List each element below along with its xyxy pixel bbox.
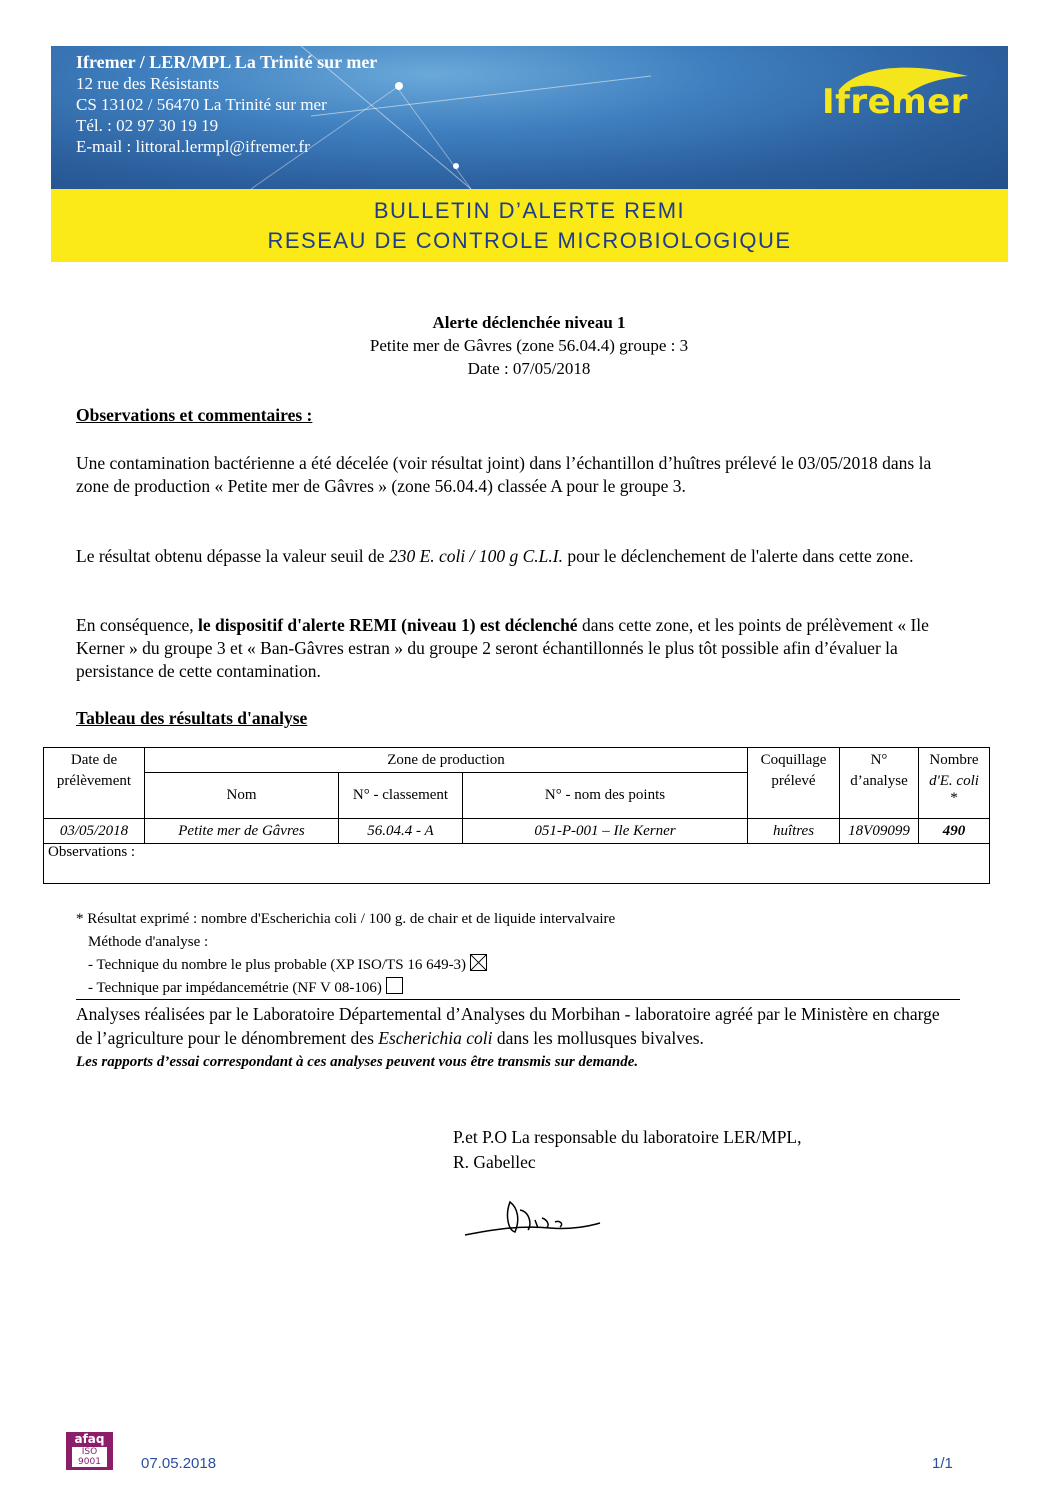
observations-paragraph-2 bbox=[76, 545, 960, 568]
method-2 bbox=[76, 977, 615, 1000]
analyses-block bbox=[76, 1002, 960, 1074]
handwritten-signature-icon bbox=[460, 1190, 610, 1250]
page-number: 1/1 bbox=[932, 1455, 953, 1472]
observations-heading bbox=[76, 404, 960, 427]
header-points: N° - nom des points bbox=[463, 773, 748, 819]
header-nombre: Nombre bbox=[919, 748, 990, 773]
email: E-mail : littoral.lermpl@ifremer.fr bbox=[76, 137, 310, 156]
signatory-name: R. Gabellec bbox=[453, 1152, 536, 1172]
header-analyse-2: d’analyse bbox=[840, 773, 919, 819]
header-analyse: N° bbox=[840, 748, 919, 773]
phone: Tél. : 02 97 30 19 19 bbox=[76, 116, 219, 135]
header-zone: Zone de production bbox=[145, 748, 748, 773]
text-run: - Technique par impédancemétrie (NF V 08-106) bbox=[88, 980, 382, 996]
text-run: dans les mollusques bivalves. bbox=[492, 1028, 704, 1048]
footer-date: 07.05.2018 bbox=[141, 1455, 217, 1472]
threshold-value: 230 E. coli / 100 g C.L.I. bbox=[388, 546, 563, 566]
alert-statement: le dispositif d'alerte REMI (niveau 1) est déclenché bbox=[197, 615, 578, 635]
alert-summary bbox=[0, 311, 1058, 380]
banner-title: BULLETIN D’ALERTE REMI bbox=[373, 198, 686, 223]
header-nombre-2 bbox=[919, 773, 990, 819]
banner-subtitle: RESEAU DE CONTROLE MICROBIOLOGIQUE bbox=[267, 228, 792, 253]
results-table bbox=[43, 747, 990, 884]
cell-coquillage: huîtres bbox=[748, 819, 840, 844]
header-date-2: prélèvement bbox=[44, 773, 145, 819]
alert-zone: Petite mer de Gâvres (zone 56.04.4) groupe : 3 bbox=[369, 336, 689, 355]
analyses-text bbox=[76, 1002, 960, 1050]
signatory-title: P.et P.O La responsable du laboratoire LER/MPL, bbox=[453, 1127, 802, 1147]
signatory-block bbox=[453, 1125, 802, 1175]
text-run: pour le déclenchement de l'alerte dans cette zone. bbox=[562, 546, 914, 566]
table-heading bbox=[76, 707, 960, 730]
cell-date: 03/05/2018 bbox=[44, 819, 145, 844]
divider bbox=[76, 999, 960, 1000]
reports-note: Les rapports d’essai correspondant à ces analyses peuvent vous être transmis sur demande. bbox=[76, 1054, 639, 1070]
method-1 bbox=[76, 954, 615, 977]
section-heading: Tableau des résultats d'analyse bbox=[76, 708, 308, 728]
method-label: Méthode d'analyse : bbox=[88, 934, 209, 950]
cell-nombre: 490 bbox=[919, 819, 990, 844]
text-run: d'E. coli bbox=[929, 772, 979, 789]
bulletin-banner bbox=[51, 189, 1008, 262]
text-run: * bbox=[950, 789, 958, 806]
header-nom: Nom bbox=[145, 773, 339, 819]
section-heading: Observations et commentaires : bbox=[76, 405, 313, 425]
alert-title: Alerte déclenchée niveau 1 bbox=[432, 313, 626, 332]
afaq-logo-icon: afaq ISO 9001 bbox=[66, 1432, 113, 1470]
cell-nom: Petite mer de Gâvres bbox=[145, 819, 339, 844]
checked-box-icon bbox=[470, 954, 487, 971]
header-classement: N° - classement bbox=[339, 773, 463, 819]
result-note: * Résultat exprimé : nombre d'Escherichia coli / 100 g. de chair et de liquide intervalvaire bbox=[76, 911, 616, 927]
header-coquillage-2: prélevé bbox=[748, 773, 840, 819]
address-line-2: CS 13102 / 56470 La Trinité sur mer bbox=[76, 95, 327, 114]
species-name: Escherichia coli bbox=[378, 1028, 493, 1048]
text-run: - Technique du nombre le plus probable (XP ISO/TS 16 649-3) bbox=[88, 957, 467, 973]
observations-paragraph-3 bbox=[76, 614, 960, 683]
header-date: Date de bbox=[44, 748, 145, 773]
cell-analyse: 18V09099 bbox=[840, 819, 919, 844]
cell-classement: 56.04.4 - A bbox=[339, 819, 463, 844]
org-name: Ifremer / LER/MPL La Trinité sur mer bbox=[76, 52, 378, 72]
text-run: Le résultat obtenu dépasse la valeur seuil de bbox=[76, 546, 389, 566]
empty-box-icon bbox=[386, 977, 403, 994]
address-line-1: 12 rue des Résistants bbox=[76, 74, 220, 93]
footnote bbox=[76, 908, 615, 1000]
observations-paragraph-1: Une contamination bactérienne a été décelée (voir résultat joint) dans l’échantillon d’huîtres prélevé le 03/05/2018 dans la zone de production « Petite mer de Gâvres » (zone 56.04.4) classée A pour le groupe 3. bbox=[76, 453, 932, 496]
observations-cell: Observations : bbox=[44, 844, 990, 884]
cell-point: 051-P-001 – Ile Kerner bbox=[463, 819, 748, 844]
alert-date: Date : 07/05/2018 bbox=[467, 359, 591, 378]
table-row bbox=[44, 819, 990, 844]
header-coquillage: Coquillage bbox=[748, 748, 840, 773]
letterhead-header bbox=[51, 46, 1008, 189]
text-run: En conséquence, bbox=[76, 615, 198, 635]
text-run: Analyses réalisées par le Laboratoire Départemental d’Analyses du Morbihan - laboratoire agréé par le Ministère en charge de l’agriculture pour le dénombrement des bbox=[76, 1004, 940, 1048]
text-run: dans cette zone, et les points de prélèvement « Ile Kerner » du groupe 3 et « Ban-Gâvres estran » du groupe 2 seront échantillonnés le plus tôt possible afin d’évaluer la persistance de cette contamination. bbox=[76, 615, 929, 681]
logo-text: Ifremer bbox=[821, 82, 968, 122]
